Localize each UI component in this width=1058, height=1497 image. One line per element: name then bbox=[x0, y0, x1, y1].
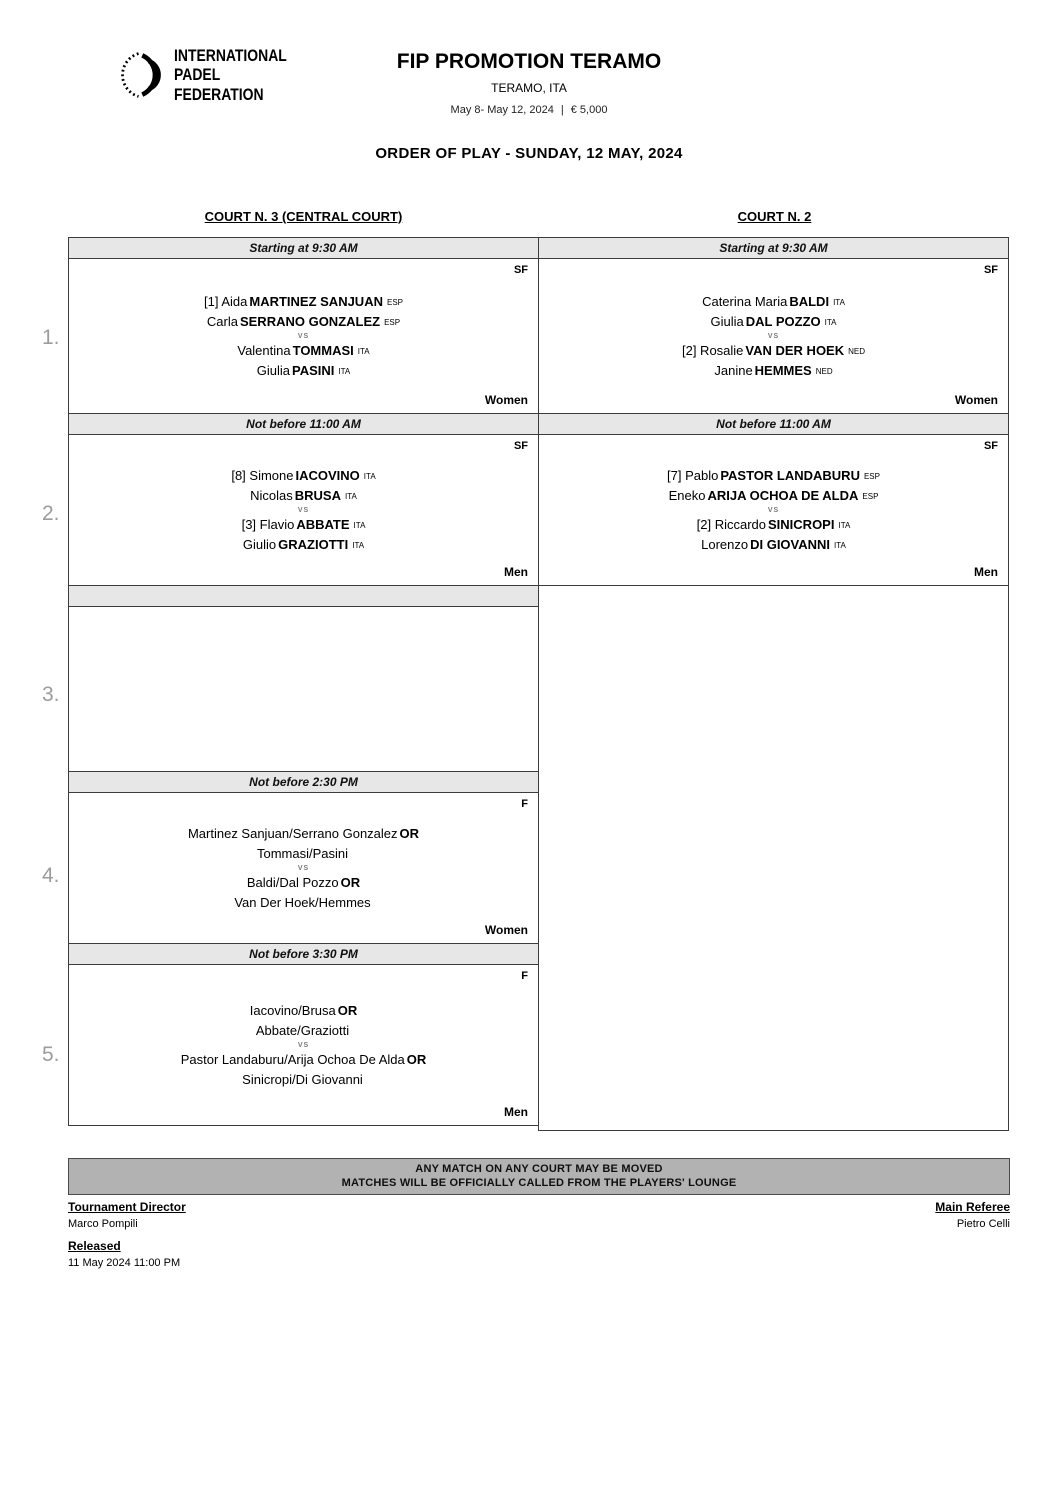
tournament-director-name: Marco Pompili bbox=[68, 1218, 138, 1230]
team-names: Baldi/Dal Pozzo bbox=[246, 875, 339, 890]
player-country: ITA bbox=[345, 492, 357, 501]
time-bar-court3-slot5: Not before 3:30 PM bbox=[68, 943, 539, 965]
event-dates: May 8- May 12, 2024 bbox=[450, 104, 554, 116]
or-label: OR bbox=[399, 826, 420, 841]
player-firstname: Eneko bbox=[668, 488, 706, 503]
court-3-column bbox=[68, 237, 539, 1131]
match-court2-slot1 bbox=[538, 258, 1009, 414]
player-country: ITA bbox=[357, 347, 370, 356]
player-line bbox=[701, 537, 846, 552]
team-names: Van Der Hoek/Hemmes bbox=[234, 895, 371, 910]
notice-banner bbox=[68, 1158, 1010, 1195]
team-names: Iacovino/Brusa bbox=[249, 1003, 336, 1018]
match-court3-slot1 bbox=[68, 258, 539, 414]
player-firstname: Valentina bbox=[237, 343, 291, 358]
player-lastname: DAL POZZO bbox=[745, 314, 821, 329]
main-referee-label: Main Referee bbox=[935, 1200, 1010, 1214]
player-line bbox=[242, 517, 366, 532]
time-bar-court3-slot2: Not before 11:00 AM bbox=[68, 413, 539, 435]
team-line bbox=[188, 826, 419, 841]
vs-label: VS bbox=[297, 332, 310, 340]
court2-empty-area bbox=[538, 585, 1009, 1131]
player-firstname: Caterina Maria bbox=[702, 294, 788, 309]
player-line bbox=[207, 314, 400, 329]
player-lastname: PASINI bbox=[292, 363, 335, 378]
player-lastname: PASTOR LANDABURU bbox=[720, 468, 860, 483]
player-firstname: [2] Rosalie bbox=[681, 343, 744, 358]
category-label: Men bbox=[974, 565, 998, 579]
player-firstname: Giulio bbox=[242, 537, 277, 552]
player-lastname: HEMMES bbox=[754, 363, 812, 378]
team-line bbox=[247, 875, 360, 890]
main-referee-name: Pietro Celli bbox=[956, 1218, 1010, 1230]
player-line bbox=[237, 343, 369, 358]
player-lastname: ARIJA OCHOA DE ALDA bbox=[707, 488, 859, 503]
player-firstname: [7] Pablo bbox=[667, 468, 719, 483]
round-label: F bbox=[521, 798, 528, 810]
logo-line-3: FEDERATION bbox=[174, 84, 264, 104]
time-bar-court3-slot1: Starting at 9:30 AM bbox=[68, 237, 539, 259]
team-line bbox=[234, 895, 372, 910]
player-lastname: SINICROPI bbox=[768, 517, 835, 532]
player-country: ESP bbox=[386, 298, 403, 307]
player-country: ITA bbox=[834, 541, 846, 550]
player-line bbox=[669, 488, 879, 503]
meta-separator: | bbox=[560, 104, 564, 116]
player-firstname: [3] Flavio bbox=[241, 517, 295, 532]
slot-number-1: 1. bbox=[42, 326, 60, 349]
player-lastname: VAN DER HOEK bbox=[745, 343, 845, 358]
event-header bbox=[0, 50, 1058, 116]
event-title: FIP PROMOTION TERAMO bbox=[396, 50, 662, 73]
player-country: ITA bbox=[363, 472, 376, 481]
player-line bbox=[702, 294, 845, 309]
category-label: Women bbox=[484, 923, 528, 937]
player-firstname: Giulia bbox=[710, 314, 744, 329]
vs-label: VS bbox=[767, 332, 780, 340]
event-location: TERAMO, ITA bbox=[491, 81, 567, 95]
team-line bbox=[242, 1072, 365, 1087]
slot-number-3: 3. bbox=[42, 683, 60, 706]
category-label: Men bbox=[504, 1105, 528, 1119]
round-label: SF bbox=[513, 440, 528, 452]
player-firstname: Janine bbox=[714, 363, 753, 378]
notice-line-1: ANY MATCH ON ANY COURT MAY BE MOVED bbox=[415, 1163, 663, 1175]
player-country: ESP bbox=[862, 492, 879, 501]
player-lastname: ABBATE bbox=[296, 517, 350, 532]
player-line bbox=[682, 343, 865, 358]
player-lastname: SERRANO GONZALEZ bbox=[239, 314, 381, 329]
player-firstname: Lorenzo bbox=[701, 537, 749, 552]
logo-line-1: INTERNATIONAL bbox=[174, 46, 287, 66]
tournament-director-label: Tournament Director bbox=[68, 1200, 186, 1214]
player-line bbox=[711, 314, 837, 329]
slot-number-2: 2. bbox=[42, 502, 60, 525]
team-line bbox=[181, 1052, 427, 1067]
vs-label: VS bbox=[297, 1041, 310, 1049]
player-firstname: Carla bbox=[206, 314, 238, 329]
team-names: Tommasi/Pasini bbox=[256, 846, 349, 861]
team-names: Abbate/Graziotti bbox=[255, 1023, 350, 1038]
or-label: OR bbox=[337, 1003, 358, 1018]
teams bbox=[539, 435, 1008, 585]
schedule-grid bbox=[68, 237, 1010, 1131]
player-firstname: Giulia bbox=[256, 363, 290, 378]
player-line bbox=[204, 294, 403, 309]
player-line bbox=[231, 468, 375, 483]
or-label: OR bbox=[406, 1052, 427, 1067]
slot-number-5: 5. bbox=[42, 1043, 60, 1066]
teams bbox=[69, 259, 538, 413]
event-prize: € 5,000 bbox=[570, 104, 608, 116]
team-line bbox=[256, 1023, 351, 1038]
round-label: F bbox=[521, 970, 528, 982]
player-country: NED bbox=[848, 347, 866, 356]
player-country: ESP bbox=[863, 472, 880, 481]
player-line bbox=[257, 363, 351, 378]
player-country: ITA bbox=[353, 521, 366, 530]
player-firstname: [1] Aida bbox=[203, 294, 248, 309]
player-country: ITA bbox=[338, 367, 351, 376]
vs-label: VS bbox=[297, 506, 310, 514]
released-datetime: 11 May 2024 11:00 PM bbox=[68, 1257, 181, 1269]
player-lastname: DI GIOVANNI bbox=[750, 537, 831, 552]
player-lastname: TOMMASI bbox=[292, 343, 354, 358]
match-court3-slot5 bbox=[68, 964, 539, 1126]
player-firstname: Nicolas bbox=[250, 488, 293, 503]
player-firstname: [8] Simone bbox=[231, 468, 294, 483]
player-lastname: MARTINEZ SANJUAN bbox=[249, 294, 383, 309]
court-3-title: COURT N. 3 (CENTRAL COURT) bbox=[204, 209, 403, 224]
category-label: Women bbox=[484, 393, 528, 407]
time-bar-court3-slot3 bbox=[68, 585, 539, 607]
match-court3-slot4 bbox=[68, 792, 539, 944]
round-label: SF bbox=[983, 440, 998, 452]
team-names: Sinicropi/Di Giovanni bbox=[242, 1072, 363, 1087]
teams bbox=[69, 435, 538, 585]
footer bbox=[68, 1200, 1010, 1269]
player-country: ITA bbox=[838, 521, 851, 530]
vs-label: VS bbox=[767, 506, 780, 514]
or-label: OR bbox=[340, 875, 361, 890]
player-country: ESP bbox=[384, 318, 401, 327]
logo-line-2: PADEL bbox=[174, 65, 221, 85]
player-country: NED bbox=[815, 367, 833, 376]
released-label: Released bbox=[68, 1239, 121, 1253]
vs-label: VS bbox=[297, 864, 310, 872]
team-line bbox=[250, 1003, 358, 1018]
player-line bbox=[250, 488, 357, 503]
time-bar-court3-slot4: Not before 2:30 PM bbox=[68, 771, 539, 793]
round-label: SF bbox=[513, 264, 528, 276]
player-country: ITA bbox=[824, 318, 837, 327]
court-titles bbox=[68, 209, 1010, 224]
team-names: Pastor Landaburu/Arija Ochoa De Alda bbox=[180, 1052, 405, 1067]
match-court3-slot2 bbox=[68, 434, 539, 586]
player-firstname: [2] Riccardo bbox=[696, 517, 767, 532]
court-2-title: COURT N. 2 bbox=[737, 209, 812, 224]
teams bbox=[539, 259, 1008, 413]
category-label: Men bbox=[504, 565, 528, 579]
team-names: Martinez Sanjuan/Serrano Gonzalez bbox=[187, 826, 398, 841]
event-meta bbox=[0, 104, 1058, 116]
player-country: ITA bbox=[833, 298, 845, 307]
player-line bbox=[667, 468, 880, 483]
teams bbox=[69, 965, 538, 1125]
match-court2-slot2 bbox=[538, 434, 1009, 586]
order-of-play-title: ORDER OF PLAY - SUNDAY, 12 MAY, 2024 bbox=[375, 145, 683, 162]
player-line bbox=[714, 363, 832, 378]
player-country: ITA bbox=[352, 541, 365, 550]
round-label: SF bbox=[983, 264, 998, 276]
slot-number-4: 4. bbox=[42, 864, 60, 887]
player-lastname: BRUSA bbox=[294, 488, 341, 503]
teams bbox=[69, 793, 538, 943]
match-court3-slot3-empty bbox=[68, 606, 539, 772]
team-line bbox=[257, 846, 350, 861]
court-2-column bbox=[538, 237, 1009, 1131]
time-bar-court2-slot1: Starting at 9:30 AM bbox=[538, 237, 1009, 259]
time-bar-court2-slot2: Not before 11:00 AM bbox=[538, 413, 1009, 435]
player-lastname: IACOVINO bbox=[295, 468, 360, 483]
player-line bbox=[697, 517, 851, 532]
player-lastname: GRAZIOTTI bbox=[278, 537, 349, 552]
notice-line-2: MATCHES WILL BE OFFICIALLY CALLED FROM THE PLAYERS' LOUNGE bbox=[341, 1177, 737, 1189]
category-label: Women bbox=[954, 393, 998, 407]
player-lastname: BALDI bbox=[789, 294, 830, 309]
player-line bbox=[243, 537, 364, 552]
